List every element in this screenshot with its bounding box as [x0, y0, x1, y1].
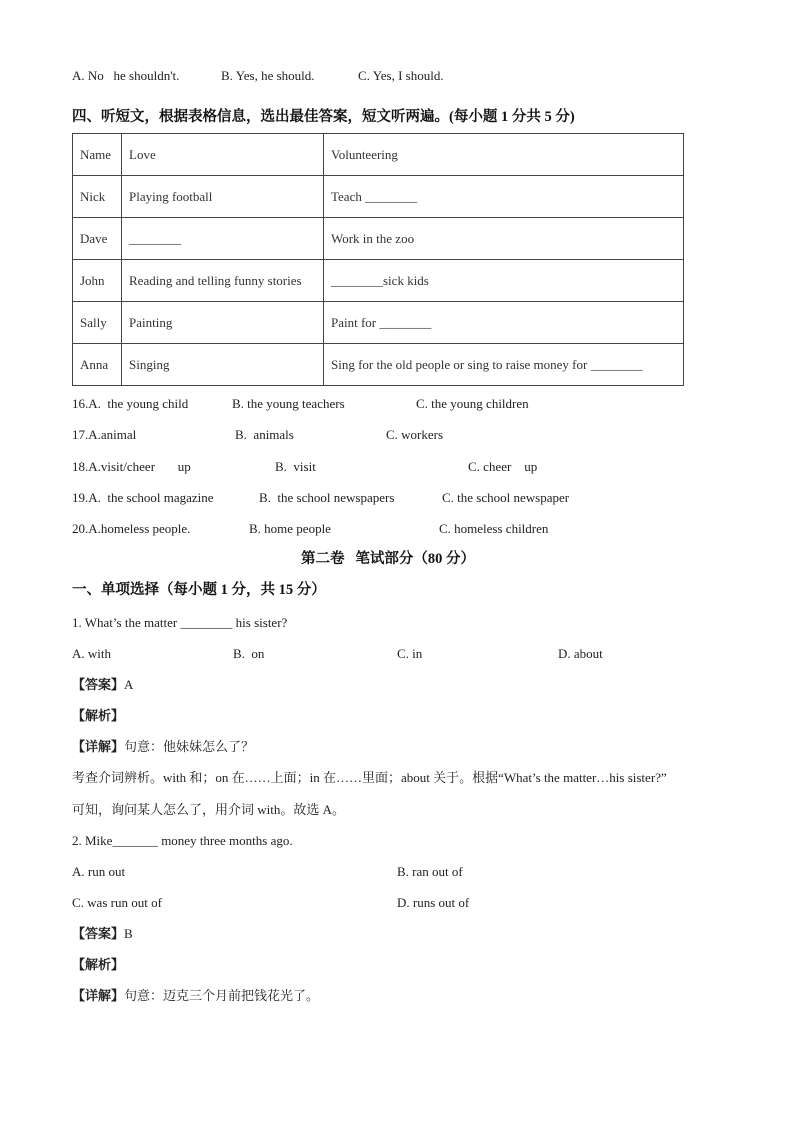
q1-answer [72, 677, 133, 693]
q19-option-c: C. the school newspaper [442, 490, 570, 505]
q20-option-c: C. homeless children [439, 521, 549, 536]
q17-option-b: B. animals [235, 427, 294, 442]
q1-option-d: D. about [558, 646, 603, 661]
q2-answer [72, 926, 133, 942]
table-cell: Sally [73, 302, 122, 344]
q1-explanation-line2: 可知，询问某人怎么了，用介词 with。故选 A。 [72, 802, 346, 817]
q20-option-b: B. home people [249, 521, 331, 536]
table-cell: ________sick kids [324, 260, 684, 302]
table-cell: Teach ________ [324, 176, 684, 218]
detail-label: 【详解】 [72, 739, 125, 754]
table-cell: Paint for ________ [324, 302, 684, 344]
q19-option-a: 19.A. the school magazine [72, 490, 214, 505]
table-cell: Singing [122, 344, 324, 386]
part2-heading: 第二卷 笔试部分（80 分） [301, 551, 475, 567]
table-header-cell: Love [122, 134, 324, 176]
answer-value: B [124, 926, 133, 941]
q1-analysis-label: 【解析】 [72, 708, 125, 723]
table-header-cell: Name [73, 134, 122, 176]
q1-option-a: A. with [72, 646, 111, 661]
q20-option-a: 20.A.homeless people. [72, 521, 191, 536]
q18-option-b: B. visit [275, 459, 316, 474]
prev-option-b: B. Yes, he should. [221, 68, 315, 83]
q2-option-a: A. run out [72, 864, 126, 879]
q1-detail [72, 739, 254, 755]
q16-option-b: B. the young teachers [232, 396, 345, 411]
q1-explanation-line1: 考查介词辨析。with 和；on 在……上面；in 在……里面；about 关于。根据“What’s the matter…his sister?” [72, 770, 667, 785]
table-cell: Work in the zoo [324, 218, 684, 260]
section4-heading: 四、听短文，根据表格信息，选出最佳答案，短文听两遍。(每小题 1 分共 5 分) [72, 109, 575, 125]
q2-detail [72, 988, 319, 1004]
table-cell: Sing for the old people or sing to raise money for ________ [324, 344, 684, 386]
table-row [73, 218, 684, 260]
answer-value: A [124, 677, 134, 692]
table-cell: Painting [122, 302, 324, 344]
table-cell: Dave [73, 218, 122, 260]
answer-label: 【答案】 [72, 926, 125, 941]
q2-option-c: C. was run out of [72, 895, 162, 910]
q16-option-a: 16.A. the young child [72, 396, 189, 411]
q18-option-a: 18.A.visit/cheer up [72, 459, 191, 474]
answer-label: 【答案】 [72, 677, 125, 692]
table-cell: Anna [73, 344, 122, 386]
table-row [73, 344, 684, 386]
detail-label: 【详解】 [72, 988, 125, 1003]
q2-option-b: B. ran out of [397, 864, 463, 879]
q2-analysis-label: 【解析】 [72, 957, 125, 972]
q17-option-c: C. workers [386, 427, 444, 442]
table-cell: Playing football [122, 176, 324, 218]
table-row [73, 260, 684, 302]
q1-stem: 1. What’s the matter ________ his sister? [72, 615, 288, 630]
q16-option-c: C. the young children [416, 396, 529, 411]
table-cell: John [73, 260, 122, 302]
q17-option-a: 17.A.animal [72, 427, 137, 442]
table-header-cell: Volunteering [324, 134, 684, 176]
q1-option-c: C. in [397, 646, 423, 661]
detail-text: 句意：迈克三个月前把钱花光了。 [124, 988, 320, 1003]
q18-option-c: C. cheer up [468, 459, 538, 474]
volunteer-table [72, 133, 684, 386]
prev-option-a: A. No he shouldn't. [72, 68, 180, 83]
table-cell: Nick [73, 176, 122, 218]
table-cell: ________ [122, 218, 324, 260]
q1-option-b: B. on [233, 646, 265, 661]
table-row [73, 176, 684, 218]
section1-heading: 一、单项选择（每小题 1 分，共 15 分） [72, 582, 326, 598]
table-header-row [73, 134, 684, 176]
q19-option-b: B. the school newspapers [259, 490, 395, 505]
q2-stem: 2. Mike_______ money three months ago. [72, 833, 293, 848]
prev-option-c: C. Yes, I should. [358, 68, 444, 83]
table-cell: Reading and telling funny stories [122, 260, 324, 302]
detail-text: 句意：他妹妹怎么了？ [124, 739, 255, 754]
q2-option-d: D. runs out of [397, 895, 470, 910]
table-row [73, 302, 684, 344]
